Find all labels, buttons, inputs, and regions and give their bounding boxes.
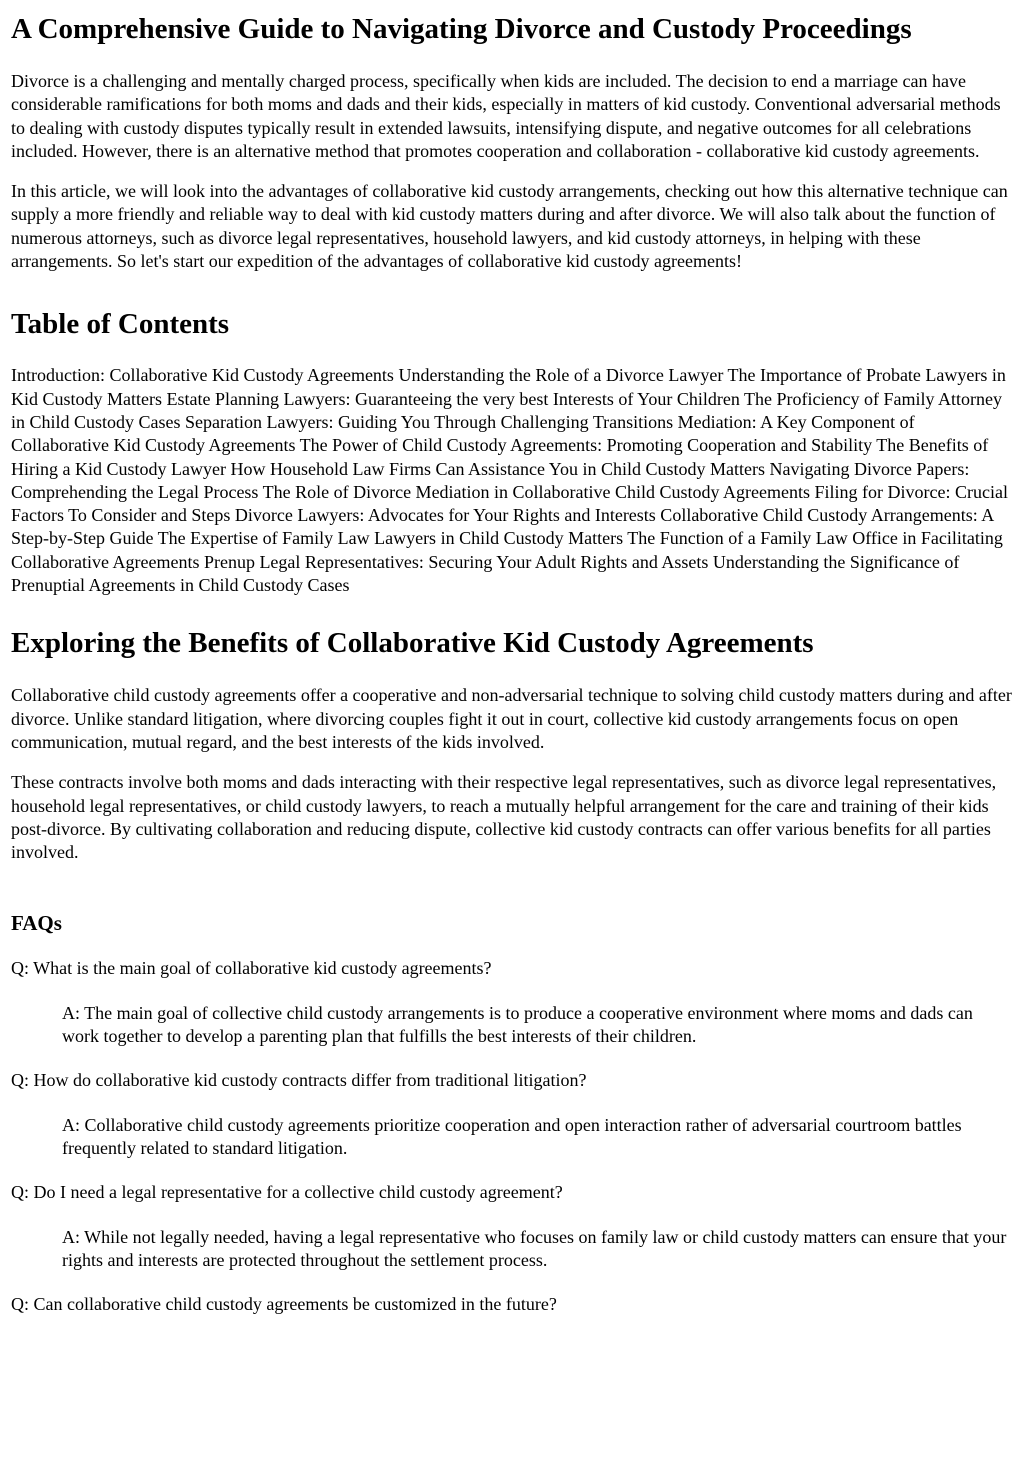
toc-list: Introduction: Collaborative Kid Custody Agreements Understanding the Role of a Divorce Lawyer The Importance of Probate Lawyers in Kid Custody Matters Estate Planning Lawyers: Guaranteeing the very best Interests of Your Children The Proficiency of Family Attorney in Child Custody Cases Separation Lawyers: Guiding You Through Challenging Transitions Mediation: A Key Component of Collaborative Kid Custody Agreements The Power of Child Custody Agreements: Promoting Cooperation and Stability The Benefits of Hiring a Kid Custody Lawyer How Household Law Firms Can Assistance You in Child Custody Matters Navigating Divorce Papers: Comprehending the Legal Process The Role of Divorce Mediation in Collaborative Child Custody Agreements Filing for Divorce: Crucial Factors To Consider and Steps Divorce Lawyers: Advocates for Your Rights and Interests Collaborative Child Custody Arrangements: A Step-by-Step Guide The Expertise of Family Law Lawyers in Child Custody Matters The Function of a Family Law Office in Facilitating Collaborative Agreements Prenup Legal Representatives: Securing Your Adult Rights and Assets Understanding the Significance of Prenuptial Agreements in Child Custody Cases: [11, 365, 1008, 596]
faq-answer: A: While not legally needed, having a legal representative who focuses on family law or child custody matters can ensure that your rights and interests are protected throughout the settlement process.: [62, 1226, 1007, 1270]
benefits-heading: Exploring the Benefits of Collaborative Kid Custody Agreements: [11, 627, 814, 660]
intro-paragraph: Divorce is a challenging and mentally charged process, specifically when kids are included. The decision to end a marriage can have considerable ramifications for both moms and dads and their kids, especially in matters of kid custody. Conventional adversarial methods to dealing with custody disputes typically result in extended lawsuits, intensifying dispute, and negative outcomes for all celebrations included. However, there is an alternative method that promotes cooperation and collaboration - collaborative kid custody agreements.: [11, 71, 1001, 161]
faq-question: Q: Can collaborative child custody agreements be customized in the future?: [11, 1294, 557, 1315]
faq-answer: A: Collaborative child custody agreements prioritize cooperation and open interaction rather of adversarial courtroom battles frequently related to standard litigation.: [62, 1114, 962, 1158]
faq-list: [11, 957, 1014, 1316]
faq-answer: A: The main goal of collective child custody arrangements is to produce a cooperative environment where moms and dads can work together to develop a parenting plan that fulfills the best interests of their children.: [62, 1002, 973, 1047]
article-title: A Comprehensive Guide to Navigating Divorce and Custody Proceedings: [11, 13, 912, 45]
faq-question: Q: Do I need a legal representative for a collective child custody agreement?: [11, 1182, 563, 1203]
faq-question: Q: What is the main goal of collaborative kid custody agreements?: [11, 958, 492, 979]
intro-paragraph: In this article, we will look into the advantages of collaborative kid custody arrangements, checking out how this alternative technique can supply a more friendly and reliable way to deal with kid custody matters during and after divorce. We will also talk about the function of numerous attorneys, such as divorce legal representatives, household lawyers, and kid custody attorneys, in helping with these arrangements. So let's start our expedition of the advantages of collaborative kid custody agreements!: [11, 181, 1008, 272]
faq-heading: FAQs: [11, 911, 62, 936]
article-page: [0, 12, 1024, 1316]
faq-question: Q: How do collaborative kid custody contracts differ from traditional litigation?: [11, 1070, 587, 1091]
benefits-paragraph: Collaborative child custody agreements offer a cooperative and non-adversarial technique to solving child custody matters during and after divorce. Unlike standard litigation, where divorcing couples fight it out in court, collective kid custody arrangements focus on open communication, mutual regard, and the best interests of the kids involved.: [11, 685, 1012, 752]
toc-heading: Table of Contents: [11, 308, 230, 341]
benefits-paragraph: These contracts involve both moms and dads interacting with their respective legal representatives, such as divorce legal representatives, household legal representatives, or child custody lawyers, to reach a mutually helpful arrangement for the care and training of their kids post-divorce. By cultivating collaboration and reducing dispute, collective kid custody contracts can offer various benefits for all parties involved.: [11, 772, 997, 863]
